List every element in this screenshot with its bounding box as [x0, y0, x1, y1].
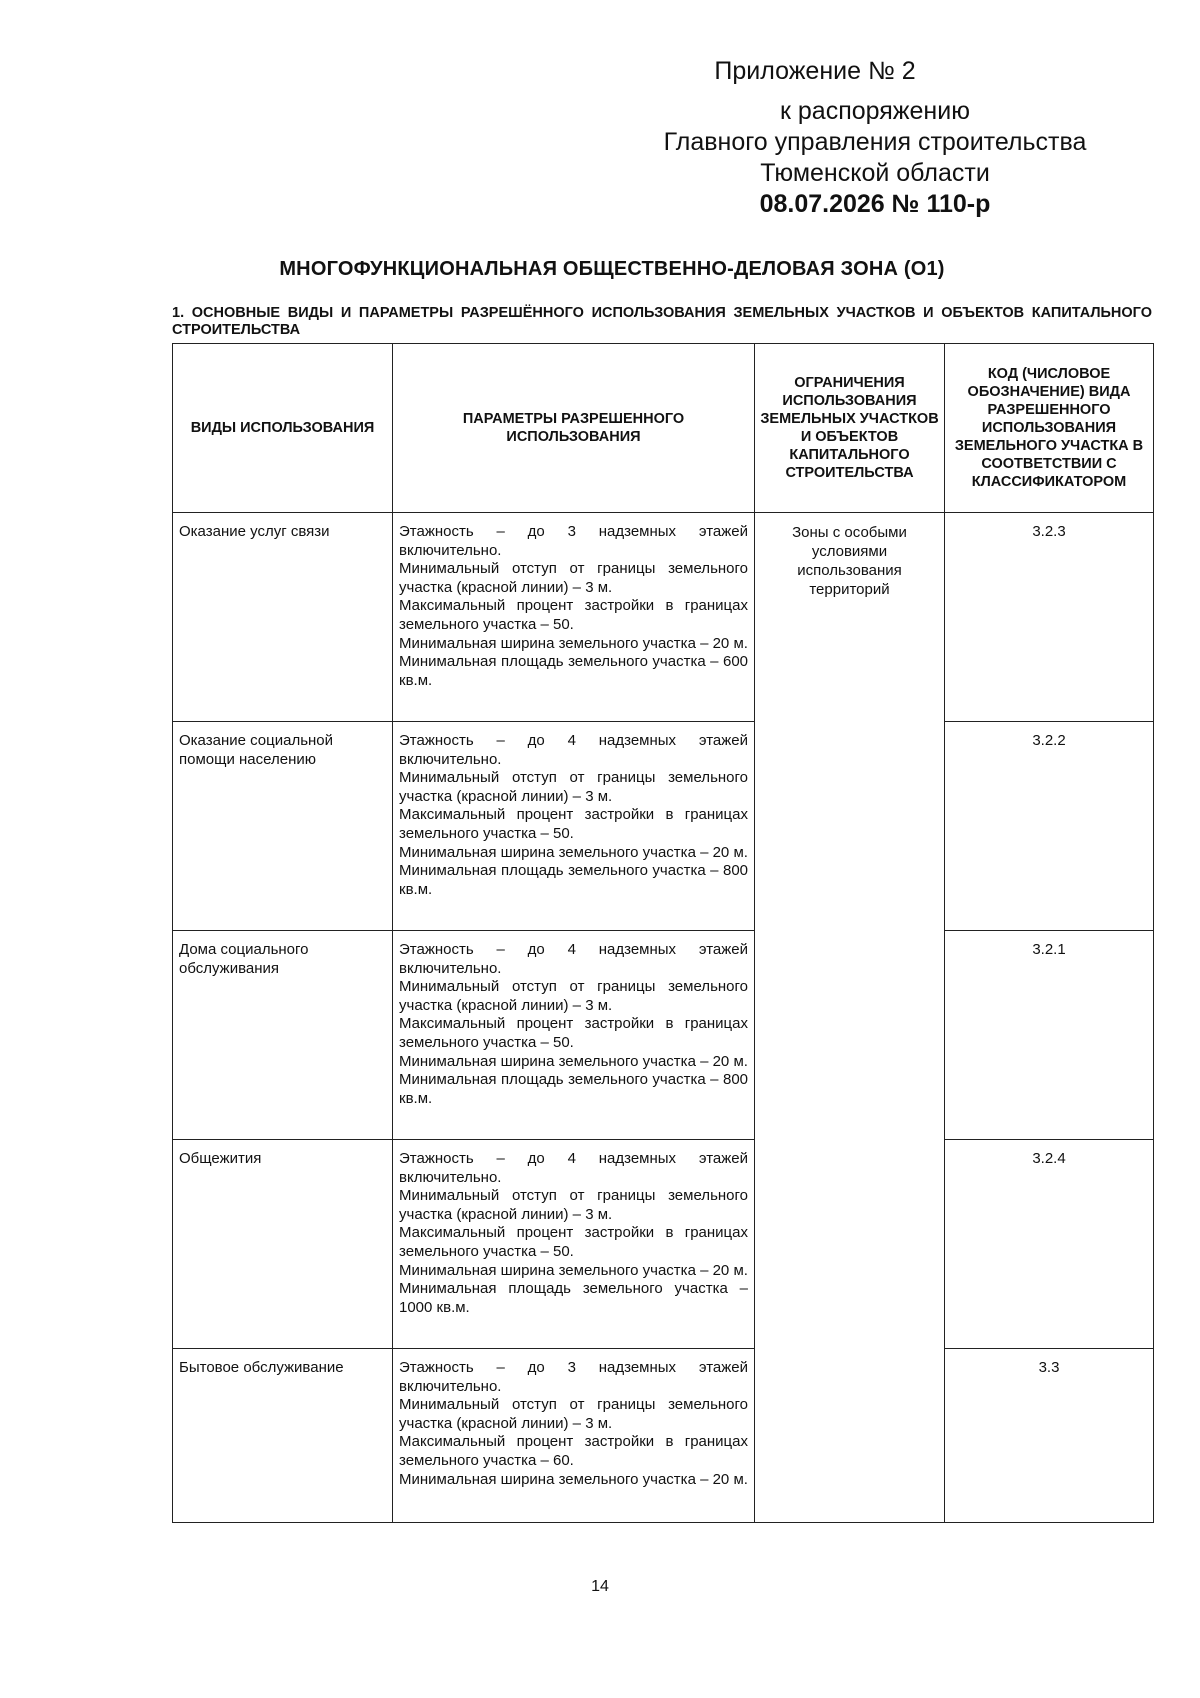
classifier-code-cell: 3.2.3 — [945, 513, 1154, 722]
table-header-row — [173, 344, 1154, 513]
floors-param: Этажность – до 3 надземных этажей — [399, 523, 748, 540]
table-row — [173, 722, 1154, 931]
section-title: 1. ОСНОВНЫЕ ВИДЫ И ПАРАМЕТРЫ РАЗРЕШЁННОГО ИСПОЛЬЗОВАНИЯ ЗЕМЕЛЬНЫХ УЧАСТКОВ И ОБЪЕКТОВ КАПИТАЛЬНОГО СТРОИТЕЛЬСТВА — [172, 305, 1152, 338]
parameters-cell — [393, 722, 755, 931]
area-param: Минимальная площадь земельного участка – 800 кв.м. — [399, 862, 748, 898]
floors-param-continuation: включительно. — [399, 541, 502, 559]
appendix-label: Приложение № 2 — [714, 57, 916, 85]
classifier-code-cell: 3.2.1 — [945, 931, 1154, 1140]
width-param: Минимальная ширина земельного участка – 20 м. — [399, 1470, 748, 1488]
coverage-param: Максимальный процент застройки в границах земельного участка – 60. — [399, 1433, 748, 1469]
coverage-param: Максимальный процент застройки в границах земельного участка – 50. — [399, 1224, 748, 1260]
floors-param-continuation: включительно. — [399, 750, 502, 768]
offset-param: Минимальный отступ от границы земельного участка (красной линии) – 3 м. — [399, 978, 748, 1014]
floors-param-continuation: включительно. — [399, 1168, 502, 1186]
parameters-cell — [393, 1140, 755, 1349]
offset-param: Минимальный отступ от границы земельного участка (красной линии) – 3 м. — [399, 1187, 748, 1223]
to-order-label: к распоряжению — [780, 97, 970, 125]
floors-param-continuation: включительно. — [399, 1377, 502, 1395]
permitted-uses-table — [172, 343, 1154, 1523]
floors-param-continuation: включительно. — [399, 959, 502, 977]
classifier-code-cell: 3.3 — [945, 1349, 1154, 1523]
floors-param: Этажность – до 4 надземных этажей — [399, 941, 748, 958]
order-date-number: 08.07.2026 № 110-р — [759, 190, 991, 218]
appendix-header — [640, 56, 1160, 220]
header-restrictions: ОГРАНИЧЕНИЯ ИСПОЛЬЗОВАНИЯ ЗЕМЕЛЬНЫХ УЧАСТКОВ И ОБЪЕКТОВ КАПИТАЛЬНОГО СТРОИТЕЛЬСТВА — [755, 344, 945, 513]
offset-param: Минимальный отступ от границы земельного участка (красной линии) – 3 м. — [399, 560, 748, 596]
use-kind-cell: Общежития — [173, 1140, 393, 1349]
coverage-param: Максимальный процент застройки в границах земельного участка – 50. — [399, 597, 748, 633]
classifier-code-cell: 3.2.2 — [945, 722, 1154, 931]
header-use-kinds: ВИДЫ ИСПОЛЬЗОВАНИЯ — [173, 344, 393, 513]
header-code: КОД (ЧИСЛОВОЕ ОБОЗНАЧЕНИЕ) ВИДА РАЗРЕШЕННОГО ИСПОЛЬЗОВАНИЯ ЗЕМЕЛЬНОГО УЧАСТКА В СООТВЕТСТВИИ С КЛАССИФИКАТОРОМ — [945, 344, 1154, 513]
coverage-param: Максимальный процент застройки в границах земельного участка – 50. — [399, 1015, 748, 1051]
classifier-code-cell: 3.2.4 — [945, 1140, 1154, 1349]
table-row — [173, 931, 1154, 1140]
use-kind-cell: Бытовое обслуживание — [173, 1349, 393, 1523]
use-kind-cell: Оказание услуг связи — [173, 513, 393, 722]
width-param: Минимальная ширина земельного участка – 20 м. — [399, 843, 748, 861]
width-param: Минимальная ширина земельного участка – 20 м. — [399, 1261, 748, 1279]
area-param: Минимальная площадь земельного участка – 600 кв.м. — [399, 653, 748, 689]
floors-param: Этажность – до 4 надземных этажей — [399, 1150, 748, 1167]
area-param: Минимальная площадь земельного участка – 800 кв.м. — [399, 1071, 748, 1107]
coverage-param: Максимальный процент застройки в границах земельного участка – 50. — [399, 806, 748, 842]
table-row — [173, 1140, 1154, 1349]
zone-title: МНОГОФУНКЦИОНАЛЬНАЯ ОБЩЕСТВЕННО-ДЕЛОВАЯ ЗОНА (О1) — [279, 258, 945, 280]
table-row — [173, 1349, 1154, 1523]
authority-line-1: Главного управления строительства — [663, 128, 1087, 156]
offset-param: Минимальный отступ от границы земельного участка (красной линии) – 3 м. — [399, 1396, 748, 1432]
table-row — [173, 513, 1154, 722]
authority-line-2: Тюменской области — [760, 159, 990, 187]
parameters-cell — [393, 1349, 755, 1523]
restrictions-cell: Зоны с особыми условиями использования территорий — [755, 513, 945, 1523]
width-param: Минимальная ширина земельного участка – 20 м. — [399, 1052, 748, 1070]
floors-param: Этажность – до 4 надземных этажей — [399, 732, 748, 749]
use-kind-cell: Дома социального обслуживания — [173, 931, 393, 1140]
area-param: Минимальная площадь земельного участка – 1000 кв.м. — [399, 1280, 748, 1316]
use-kind-cell: Оказание социальной помощи населению — [173, 722, 393, 931]
parameters-cell — [393, 931, 755, 1140]
offset-param: Минимальный отступ от границы земельного участка (красной линии) – 3 м. — [399, 769, 748, 805]
parameters-cell — [393, 513, 755, 722]
header-parameters: ПАРАМЕТРЫ РАЗРЕШЕННОГО ИСПОЛЬЗОВАНИЯ — [393, 344, 755, 513]
page-number: 14 — [591, 1578, 609, 1595]
width-param: Минимальная ширина земельного участка – 20 м. — [399, 634, 748, 652]
floors-param: Этажность – до 3 надземных этажей — [399, 1359, 748, 1376]
